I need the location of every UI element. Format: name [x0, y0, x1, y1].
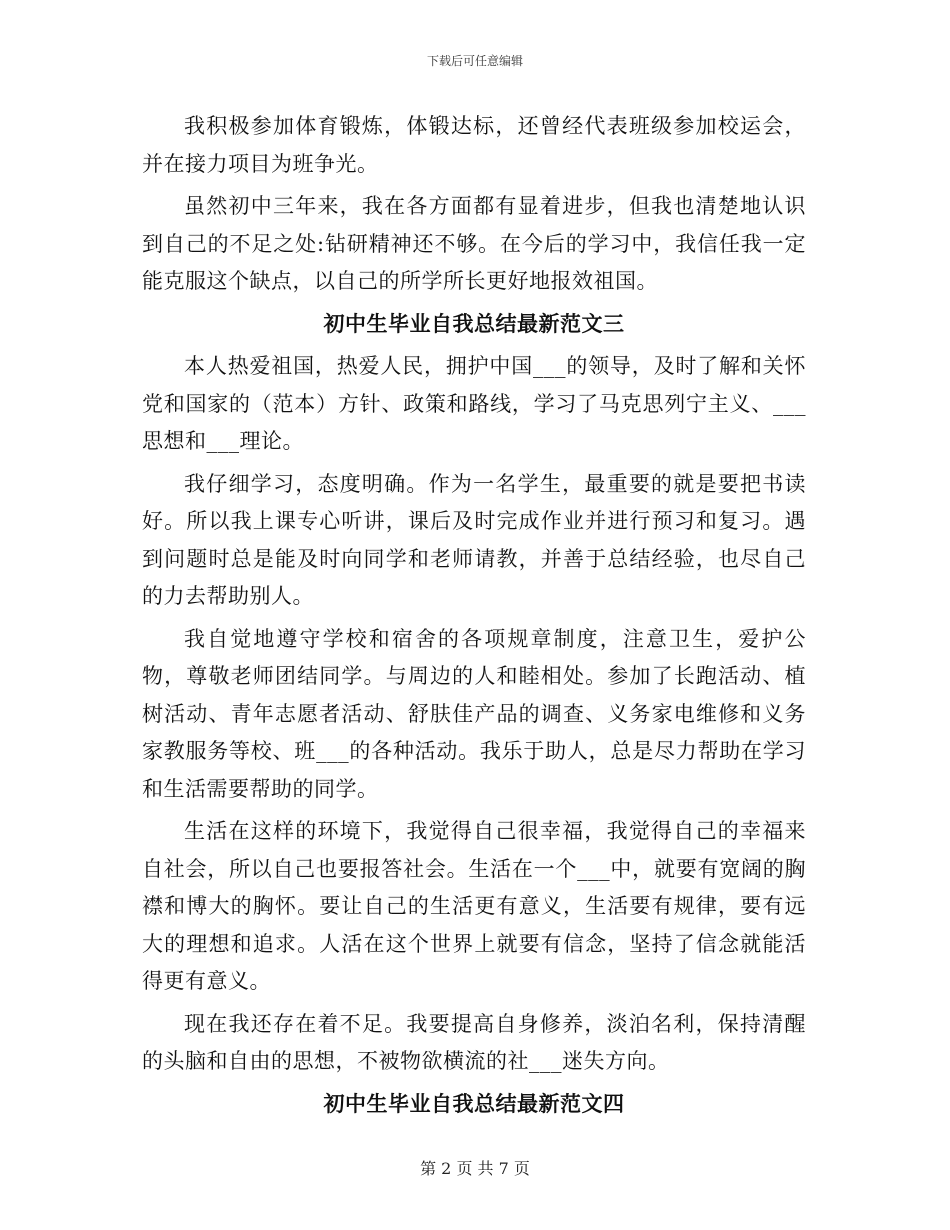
paragraph: 我积极参加体育锻炼，体锻达标，还曾经代表班级参加校运会，并在接力项目为班争光。 — [142, 114, 806, 176]
section-heading: 初中生毕业自我总结最新范文四 — [323, 1091, 625, 1116]
section-heading: 初中生毕业自我总结最新范文三 — [323, 311, 625, 336]
paragraph: 生活在这样的环境下，我觉得自己很幸福，我觉得自己的幸福来自社会，所以自己也要报答社会。生活在一个___中，就要有宽阔的胸襟和博大的胸怀。要让自己的生活更有意义，生活要有规律，要有远大的理想和追求。人活在这个世界上就要有信念，坚持了信念就能活得更有意义。 — [142, 819, 806, 993]
page-number: 第 2 页 共 7 页 — [420, 1159, 530, 1178]
paragraph: 我自觉地遵守学校和宿舍的各项规章制度，注意卫生，爱护公物，尊敬老师团结同学。与周边的人和睦相处。参加了长跑活动、植树活动、青年志愿者活动、舒肤佳产品的调查、义务家电维修和义务家教服务等校、班___的各种活动。我乐于助人，总是尽力帮助在学习和生活需要帮助的同学。 — [142, 626, 806, 801]
header-note: 下载后可任意编辑 — [426, 54, 523, 68]
document-body — [142, 108, 806, 1128]
paragraph: 虽然初中三年来，我在各方面都有显着进步，但我也清楚地认识到自己的不足之处:钻研精神还不够。在今后的学习中，我信任我一定能克服这个缺点，以自己的所学所长更好地报效祖国。 — [142, 194, 806, 293]
paragraph: 本人热爱祖国，热爱人民，拥护中国___的领导，及时了解和关怀党和国家的（范本）方针、政策和路线，学习了马克思列宁主义、___思想和___理论。 — [142, 354, 806, 453]
paragraph: 现在我还存在着不足。我要提高自身修养，淡泊名利，保持清醒的头脑和自由的思想，不被物欲横流的社___迷失方向。 — [142, 1011, 806, 1073]
paragraph: 我仔细学习，态度明确。作为一名学生，最重要的就是要把书读好。所以我上课专心听讲，课后及时完成作业并进行预习和复习。遇到问题时总是能及时向同学和老师请教，并善于总结经验，也尽自己的力去帮助别人。 — [142, 471, 806, 608]
